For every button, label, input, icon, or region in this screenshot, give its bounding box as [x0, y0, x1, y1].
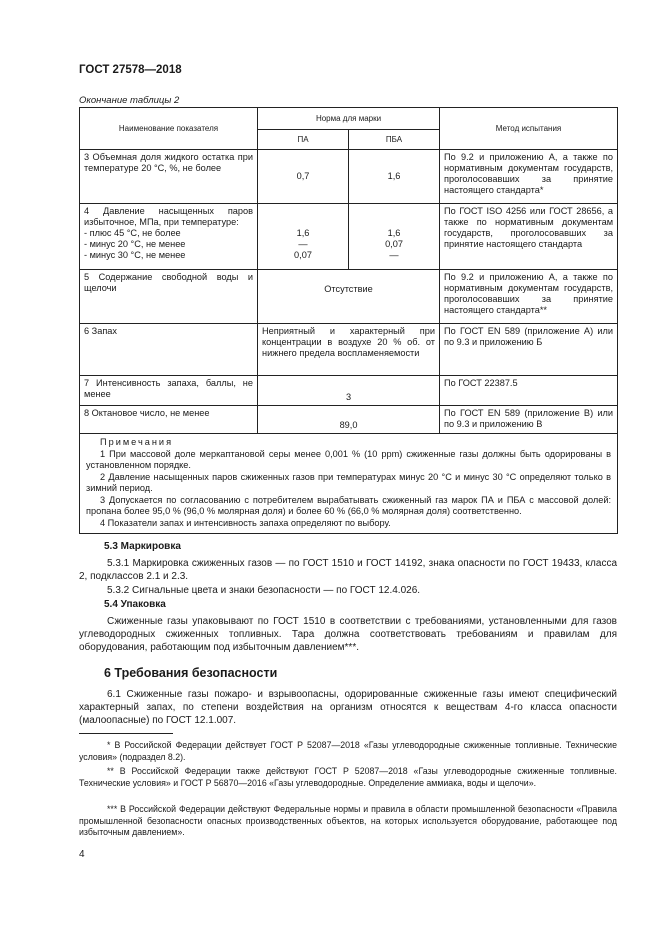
note-item: 1 При массовой доле меркаптановой серы менее 0,001 % (10 ppm) сжиженные газы должны быть одорированы в установленном порядке. [86, 448, 612, 470]
paragraph-5-3-2: 5.3.2 Сигнальные цвета и знаки безопасности — по ГОСТ 12.4.026. [107, 585, 421, 596]
sub-item: - минус 20 °С, не менее [84, 239, 186, 249]
value-merged: Неприятный и характерный при концентрации в воздухе 20 % об. от нижнего предела воспламеняемости [258, 324, 440, 376]
paragraph-6-1: 6.1 Сжиженные газы пожаро- и взрывоопасны, одорированные сжиженные газы имеют специфический характерный запах, по степени воздействия на организм относятся к веществам 4-го класса опасности (малоопасные) по ГОСТ 12.1.007. [79, 689, 617, 726]
footnote-1: * В Российской Федерации действует ГОСТ Р 52087—2018 «Газы углеводородные сжиженные топливные. Технические условия» (подраздел 8.2). [79, 740, 617, 762]
notes-row [80, 434, 618, 534]
header-pa: ПА [258, 130, 349, 150]
value-pa-45: 1,6 [296, 228, 310, 238]
indicator-cell: 5 Содержание свободной воды и щелочи [80, 270, 258, 324]
page-number: 4 [79, 849, 85, 860]
heading-5-3: 5.3 Маркировка [104, 541, 181, 552]
method-cell: По 9.2 и приложению А, а также по нормативным документам государств, проголосовавших за принятие настоящего стандарта* [440, 150, 618, 204]
value-pba-45: 1,6 [387, 228, 401, 238]
table-row [80, 324, 618, 376]
notes-cell [80, 434, 618, 534]
value-text: Отсутствие [324, 284, 373, 294]
note-item: 3 Допускается по согласованию с потребителем вырабатывать сжиженный газ марок ПА и ПБА с массовой долей: пропана более 95,0 % (96,0 % молярная доля) и более 60 % (66,0 % молярная доля) соответственно. [86, 494, 612, 516]
header-indicator: Наименование показателя [80, 108, 258, 150]
table-row [80, 406, 618, 434]
value-pa-20: — [298, 239, 308, 249]
requirements-table [79, 107, 618, 534]
indicator-cell [80, 204, 258, 270]
method-cell: По ГОСТ ISO 4256 или ГОСТ 28656, а также по нормативным документам государств, проголосовавших за принятие настоящего стандарта [440, 204, 618, 270]
document-code: ГОСТ 27578—2018 [79, 64, 182, 76]
value-pba-20: 0,07 [385, 239, 403, 249]
method-cell: По ГОСТ EN 589 (приложение А) или по 9.3 и приложению Б [440, 324, 618, 376]
value-pa: 0,7 [258, 150, 349, 204]
method-cell: По ГОСТ EN 589 (приложение В) или по 9.3 и приложению В [440, 406, 618, 434]
table-row [80, 270, 618, 324]
value-pba [349, 204, 440, 270]
heading-5-4: 5.4 Упаковка [104, 599, 166, 610]
indicator-cell: 8 Октановое число, не менее [80, 406, 258, 434]
header-norm: Норма для марки [258, 108, 440, 130]
indicator-cell: 6 Запах [80, 324, 258, 376]
value-pa-30: 0,07 [294, 250, 312, 260]
method-cell: По 9.2 и приложению А, а также по нормативным документам государств, проголосовавших за принятие настоящего стандарта** [440, 270, 618, 324]
footnote-divider [79, 733, 173, 734]
value-merged: 3 [258, 376, 440, 406]
header-method: Метод испытания [440, 108, 618, 150]
indicator-cell: 3 Объемная доля жидкого остатка при температуре 20 °С, %, не более [80, 150, 258, 204]
heading-6: 6 Требования безопасности [104, 666, 278, 680]
header-pba: ПБА [349, 130, 440, 150]
value-pba: 1,6 [349, 150, 440, 204]
indicator-cell: 7 Интенсивность запаха, баллы, не менее [80, 376, 258, 406]
note-item: 2 Давление насыщенных паров сжиженных газов при температурах минус 20 °С и минус 30 °С определяют только в зимний период. [86, 471, 612, 493]
method-cell: По ГОСТ 22387.5 [440, 376, 618, 406]
table-caption: Окончание таблицы 2 [79, 95, 180, 106]
indicator-head: 4 Давление насыщенных паров избыточное, МПа, при температуре: [84, 206, 253, 227]
table-row [80, 376, 618, 406]
table-row [80, 150, 618, 204]
value-pa [258, 204, 349, 270]
value-merged: 89,0 [258, 406, 440, 434]
note-item: 4 Показатели запах и интенсивность запаха определяют по выбору. [100, 517, 391, 528]
sub-item: - минус 30 °С, не менее [84, 250, 186, 260]
notes-title: Примечания [100, 437, 174, 447]
sub-item: - плюс 45 °С, не более [84, 228, 181, 238]
footnote-2: ** В Российской Федерации также действуют ГОСТ Р 52087—2018 «Газы углеводородные сжиженные топливные. Технические условия» и ГОСТ Р 56870—2016 «Газы углеводородные. Определение аммиака, воды и щелочи». [79, 766, 617, 788]
value-pba-30: — [389, 250, 399, 260]
paragraph-5-4: Сжиженные газы упаковывают по ГОСТ 1510 в соответствии с требованиями, установленными для газов углеводородных сжиженных топливных. Тара должна соответствовать требованиям и правилам для оборудования, работающим под избыточным давлением***. [79, 616, 617, 653]
paragraph-5-3-1: 5.3.1 Маркировка сжиженных газов — по ГОСТ 1510 и ГОСТ 14192, знака опасности по ГОСТ 19433, класса 2, подклассов 2.1 и 2.3. [79, 558, 617, 582]
value-merged [258, 270, 440, 324]
table-row [80, 204, 618, 270]
footnote-3: *** В Российской Федерации действуют Федеральные нормы и правила в области промышленной безопасности «Правила промышленной безопасности опасных производственных объектов, на которых используется оборудование, работающее под избыточным давлением». [79, 804, 617, 837]
